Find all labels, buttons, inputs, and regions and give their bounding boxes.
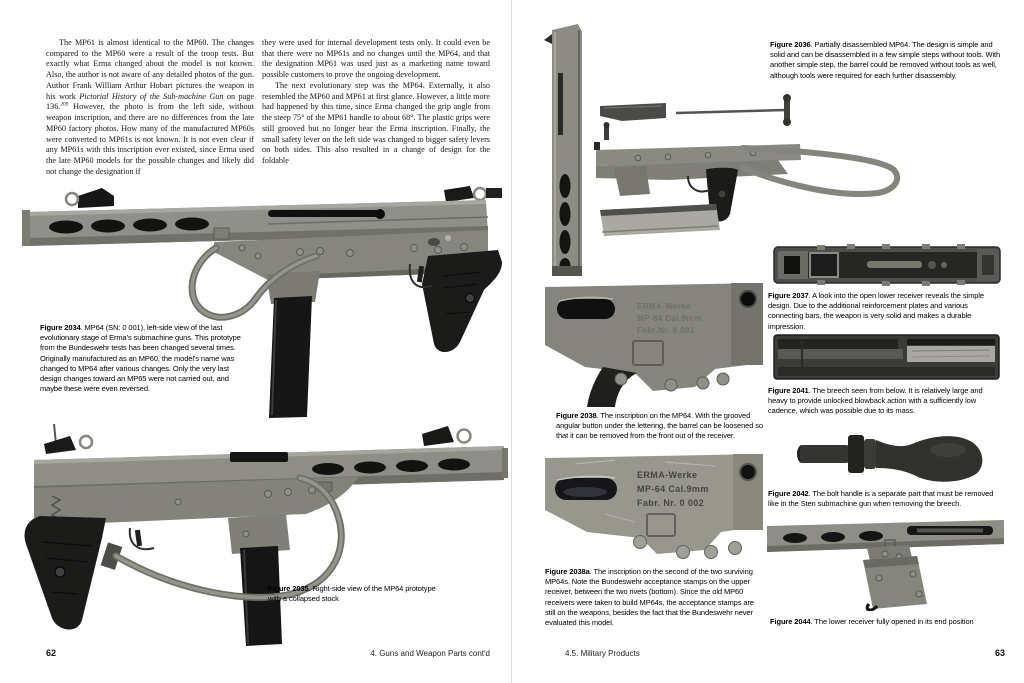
trigger (130, 528, 154, 549)
shroud-slot (557, 299, 615, 319)
caption-fig2044 (770, 617, 1005, 627)
handle-grip (876, 436, 982, 482)
front-sight (66, 188, 114, 208)
inscription-line: Fabr. Nr. 0 002 (637, 498, 705, 508)
rivet (665, 379, 677, 391)
photo-inscription-mp64-second (545, 452, 763, 564)
receiver-plate (214, 228, 229, 239)
caption-text: . The inscription on the second of the two surviving MP64s. Note the Bundeswehr acceptance stamps on the upper receiver, between the two rivets (bottom). Since the old MP60 receivers were taken to build MP64s, the acceptance stamps are still on the weapons, besides the fact that the Bundeswehr never evaluated this model. (545, 567, 754, 627)
figure-label: Figure 2044 (770, 617, 811, 626)
photo-open-lower-receiver (772, 243, 1002, 287)
breech-tongue (778, 349, 903, 359)
photo-bolt-handle (790, 422, 986, 484)
caption-fig2036 (770, 40, 1003, 81)
caption-text: . A look into the open lower receiver reveals the simple design. Due to the additional reinforcement plates and various connecting bars, the weapon is very solid and makes a durable impression. (768, 291, 984, 331)
rivet (677, 546, 690, 559)
footnote-reference: 209 (60, 101, 69, 108)
running-footer-right: 4.5. Military Products (565, 649, 640, 658)
open-lower-receiver (863, 556, 927, 610)
body-text: on page 136. (46, 91, 254, 112)
magazine (269, 296, 312, 418)
barrel-hole (740, 464, 756, 480)
figure-label: Figure 2038a (545, 567, 590, 576)
book-title-italic: Pictorial History of the Sub-machine Gun (79, 91, 224, 101)
figure-label: Figure 2042 (768, 489, 809, 498)
grip-edge (587, 367, 637, 407)
rivet (615, 373, 627, 385)
magazine-detached (600, 204, 720, 236)
caption-fig2035 (268, 584, 443, 604)
figure-label: Figure 2034 (40, 323, 81, 332)
photo-mp64-right-side-view (18, 422, 510, 647)
rivet (634, 536, 647, 549)
caption-text: . The lower receiver fully opened in its end position (810, 617, 974, 626)
rivet (717, 373, 729, 385)
rivet (729, 542, 742, 555)
barrel-hole (740, 291, 756, 307)
text-column-2 (262, 38, 490, 167)
rivet (697, 377, 709, 389)
page-gutter-divider (511, 0, 512, 683)
caption-text: . Right-side view of the MP64 prototype with a collapsed stock (268, 584, 436, 604)
rear-sight (44, 424, 92, 454)
bright-inset (907, 346, 995, 362)
caption-fig2034 (40, 323, 252, 394)
handle-stem (800, 445, 850, 463)
handle-ring (864, 439, 876, 469)
caption-text: . Partially disassembled MP64. The design is simple and solid and can be disassembled in a few simple steps without tools. With another simple step, the barrel could be removed without tools as well, although tools were required for each further disassembly. (770, 40, 1001, 80)
body-text: However, the photo is from the left side, without weapon inscription, and there are no differences from the late MP60 factory photos. How many of the manufactured MP60s were converted to MP61s is not known. It is not even clear if any MP61s with this inscription ever existed, since Erma used the late MP60 models for the possible changes and likely did not change the designation if (46, 102, 254, 176)
barrel-shroud-vertical (544, 24, 582, 276)
running-footer-left: 4. Guns and Weapon Parts cont'd (370, 649, 490, 658)
photo-breech-from-below (772, 333, 1001, 381)
page-number-left: 62 (46, 648, 57, 658)
rivet (705, 546, 718, 559)
figure-label: Figure 2041 (768, 386, 809, 395)
figure-label: Figure 2036 (770, 40, 811, 49)
pistol-grip (25, 516, 106, 630)
text-column-1 (46, 38, 254, 178)
bolt-part (600, 103, 666, 121)
pistol-grip (422, 250, 502, 352)
inscription-line: MP-64 Cal.9mm (637, 484, 709, 494)
caption-text: . The breech seen from below. It is relatively large and heavy to provide unlocked blowback action with a sufficiently low cadence, which was possible due to its mass. (768, 386, 983, 416)
inscription-line: ERMA-Werke (637, 302, 692, 311)
safety-pin (445, 235, 451, 241)
rear-sight (444, 186, 502, 202)
body-paragraph: The next evolutionary step was the MP64. Externally, it also resembled the MP60 and MP61 at first glance. However, a little more had happened by this time, since Erma changed the grip angle from the steep 75° of the MP61 handle to about 68°. The plastic grips were still grooved but no longer bear the Erma inscription. Finally, the small safety lever on the left side was changed to bigger safety levers on both sides. This also resulted in a change of design for the foldable (262, 80, 490, 166)
frame-window (810, 253, 838, 277)
handle-collar (848, 435, 864, 473)
figure-label: Figure 2035 (268, 584, 309, 593)
caption-fig2041 (768, 386, 1003, 417)
inscription-line: ERMA-Werke (637, 470, 698, 480)
ejection-port (230, 452, 288, 462)
page-number-right: 63 (994, 648, 1005, 658)
caption-fig2042 (768, 489, 1003, 509)
front-sight (422, 426, 471, 446)
caption-text: . MP64 (SN: 0 001), left-side view of the last evolutionary stage of Erma's submachine guns. This prototype from the Bundeswehr tests has been changed several times. Originally manufactured as an MP60, the model's name was changed to MP64 after various changes. Only the very last design changes toward an MP65 were not carried out, and maybe these were even reversed. (40, 323, 241, 394)
photo-lower-receiver-opened (767, 512, 1004, 611)
body-text: The MP61 is almost identical to the MP60. The changes compared to the MP60 were a result of the troop tests. But exactly what Erma changed about the model is not known. Also, the author is not aware of any detailed photos of the gun. Author Frank William Arthur Hobart pictures the weapon in his work (46, 38, 254, 101)
small-pin-part (604, 122, 610, 140)
inscription-line: MP-64 Cal.9mm (637, 314, 702, 323)
body-paragraph: they were used for internal development tests only. It could even be that there were no MP61s and no changes until the MP64, and that the designation MP61 was used just as a marketing name toward possible customers to prove the ongoing development. (262, 38, 490, 80)
caption-fig2038a (545, 567, 763, 628)
caption-fig2037 (768, 291, 1003, 332)
caption-text: . The bolt handle is a separate part that must be removed like in the Sten submachine gun when removing the breech. (768, 489, 994, 509)
guide-rod-part (676, 94, 791, 126)
caption-text: . The inscription on the MP64. With the grooved angular button under the lettering, the barrel can be loosened so that it can be removed from the front out of the receiver. (556, 411, 763, 441)
figure-label: Figure 2037 (768, 291, 809, 300)
inscription-line: Fabr.Nr. 0 001 (637, 326, 695, 335)
caption-fig2038 (556, 411, 763, 442)
connecting-bar (867, 261, 922, 268)
safety-lever (428, 238, 440, 246)
photo-inscription-mp64 (545, 283, 763, 407)
figure-label: Figure 2038 (556, 411, 597, 420)
